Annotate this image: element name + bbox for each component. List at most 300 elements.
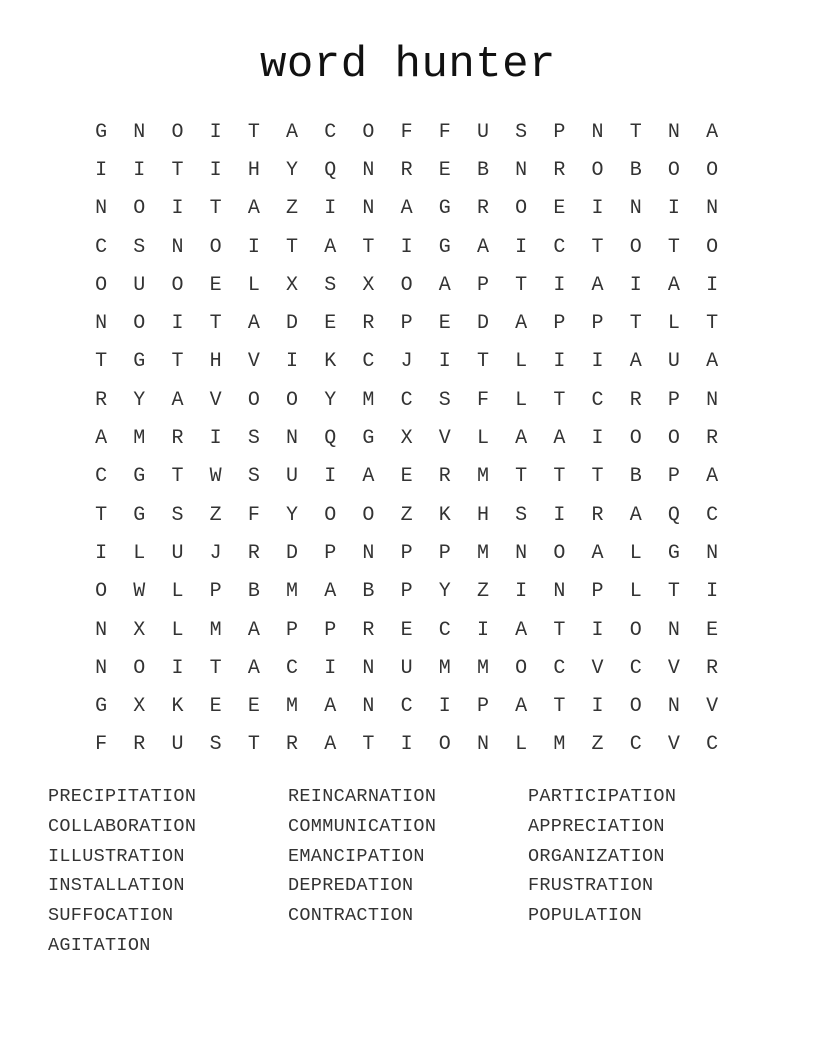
grid-letter[interactable]: I	[324, 656, 337, 680]
grid-letter[interactable]: N	[706, 197, 719, 221]
grid-letter[interactable]: T	[629, 120, 642, 144]
grid-letter[interactable]: C	[95, 465, 108, 489]
grid-letter[interactable]: I	[553, 350, 566, 374]
grid-letter[interactable]: S	[133, 235, 146, 259]
grid-letter[interactable]: M	[209, 618, 222, 642]
grid-letter[interactable]: I	[706, 580, 719, 604]
grid-letter[interactable]: A	[247, 312, 260, 336]
grid-letter[interactable]: A	[553, 427, 566, 451]
grid-letter[interactable]: N	[95, 618, 108, 642]
grid-letter[interactable]: A	[706, 350, 719, 374]
grid-letter[interactable]: I	[400, 235, 413, 259]
grid-letter[interactable]: P	[476, 273, 489, 297]
grid-letter[interactable]: I	[209, 427, 222, 451]
grid-letter[interactable]: L	[629, 541, 642, 565]
grid-letter[interactable]: T	[629, 312, 642, 336]
word-list-item: COMMUNICATION	[288, 815, 437, 837]
grid-letter[interactable]: U	[171, 733, 184, 757]
grid-letter[interactable]: C	[706, 733, 719, 757]
grid-letter[interactable]: L	[629, 580, 642, 604]
grid-letter[interactable]: P	[324, 618, 337, 642]
grid-letter[interactable]: U	[400, 656, 413, 680]
grid-letter[interactable]: M	[438, 656, 451, 680]
grid-letter[interactable]: N	[95, 197, 108, 221]
grid-letter[interactable]: W	[209, 465, 222, 489]
grid-letter[interactable]: H	[247, 158, 260, 182]
grid-letter[interactable]: R	[133, 733, 146, 757]
grid-letter[interactable]: A	[438, 273, 451, 297]
grid-letter[interactable]: O	[286, 388, 299, 412]
grid-letter[interactable]: R	[706, 427, 719, 451]
grid-letter[interactable]: X	[400, 427, 413, 451]
grid-letter[interactable]: O	[629, 235, 642, 259]
grid-letter[interactable]: A	[324, 235, 337, 259]
grid-letter[interactable]: A	[706, 465, 719, 489]
grid-letter[interactable]: T	[247, 120, 260, 144]
grid-letter[interactable]: K	[171, 695, 184, 719]
grid-letter[interactable]: S	[247, 427, 260, 451]
grid-letter[interactable]: I	[95, 158, 108, 182]
grid-letter[interactable]: N	[133, 120, 146, 144]
grid-letter[interactable]: O	[247, 388, 260, 412]
grid-letter[interactable]: X	[286, 273, 299, 297]
grid-letter[interactable]: O	[95, 273, 108, 297]
grid-letter[interactable]: C	[400, 388, 413, 412]
grid-letter[interactable]: R	[629, 388, 642, 412]
grid-letter[interactable]: I	[706, 273, 719, 297]
grid-letter[interactable]: Y	[438, 580, 451, 604]
grid-letter[interactable]: I	[286, 350, 299, 374]
grid-letter[interactable]: S	[515, 503, 528, 527]
grid-letter[interactable]: B	[629, 465, 642, 489]
grid-letter[interactable]: N	[362, 158, 375, 182]
grid-letter[interactable]: D	[286, 541, 299, 565]
grid-letter[interactable]: N	[667, 695, 680, 719]
grid-letter[interactable]: P	[400, 312, 413, 336]
grid-letter[interactable]: R	[171, 427, 184, 451]
grid-letter[interactable]: A	[515, 427, 528, 451]
grid-letter[interactable]: V	[247, 350, 260, 374]
grid-letter[interactable]: G	[95, 120, 108, 144]
grid-letter[interactable]: I	[324, 197, 337, 221]
grid-letter[interactable]: N	[95, 312, 108, 336]
grid-letter[interactable]: Y	[133, 388, 146, 412]
grid-letter[interactable]: L	[515, 350, 528, 374]
grid-letter[interactable]: R	[438, 465, 451, 489]
grid-letter[interactable]: I	[591, 350, 604, 374]
grid-letter[interactable]: C	[706, 503, 719, 527]
grid-letter[interactable]: Y	[286, 503, 299, 527]
grid-letter[interactable]: O	[362, 503, 375, 527]
grid-letter[interactable]: P	[324, 541, 337, 565]
grid-letter[interactable]: P	[667, 465, 680, 489]
grid-letter[interactable]: L	[667, 312, 680, 336]
grid-letter[interactable]: T	[247, 733, 260, 757]
grid-letter[interactable]: S	[209, 733, 222, 757]
grid-letter[interactable]: G	[438, 197, 451, 221]
grid-letter[interactable]: N	[706, 541, 719, 565]
grid-letter[interactable]: C	[553, 235, 566, 259]
grid-letter[interactable]: T	[209, 656, 222, 680]
grid-letter[interactable]: E	[247, 695, 260, 719]
grid-letter[interactable]: E	[324, 312, 337, 336]
grid-letter[interactable]: T	[171, 158, 184, 182]
grid-letter[interactable]: V	[209, 388, 222, 412]
grid-letter[interactable]: N	[629, 197, 642, 221]
grid-letter[interactable]: C	[438, 618, 451, 642]
grid-letter[interactable]: I	[515, 235, 528, 259]
grid-letter[interactable]: S	[171, 503, 184, 527]
grid-letter[interactable]: O	[95, 580, 108, 604]
grid-letter[interactable]: W	[133, 580, 146, 604]
grid-letter[interactable]: I	[438, 350, 451, 374]
grid-letter[interactable]: L	[247, 273, 260, 297]
grid-letter[interactable]: E	[209, 695, 222, 719]
grid-letter[interactable]: A	[324, 580, 337, 604]
grid-letter[interactable]: H	[209, 350, 222, 374]
grid-letter[interactable]: L	[171, 618, 184, 642]
grid-letter[interactable]: V	[667, 656, 680, 680]
grid-letter[interactable]: N	[362, 197, 375, 221]
grid-letter[interactable]: M	[286, 695, 299, 719]
grid-letter[interactable]: S	[247, 465, 260, 489]
grid-letter[interactable]: C	[629, 733, 642, 757]
grid-letter[interactable]: A	[515, 695, 528, 719]
grid-letter[interactable]: I	[667, 197, 680, 221]
grid-letter[interactable]: R	[400, 158, 413, 182]
grid-letter[interactable]: O	[362, 120, 375, 144]
word-list-item: POPULATION	[528, 905, 643, 927]
grid-letter[interactable]: T	[667, 580, 680, 604]
grid-letter[interactable]: T	[95, 350, 108, 374]
grid-letter[interactable]: I	[553, 273, 566, 297]
grid-letter[interactable]: Q	[667, 503, 680, 527]
grid-letter[interactable]: O	[324, 503, 337, 527]
grid-letter[interactable]: T	[171, 350, 184, 374]
grid-letter[interactable]: I	[400, 733, 413, 757]
grid-letter[interactable]: X	[362, 273, 375, 297]
grid-letter[interactable]: E	[400, 618, 413, 642]
grid-letter[interactable]: V	[706, 695, 719, 719]
grid-letter[interactable]: O	[209, 235, 222, 259]
word-list-item: EMANCIPATION	[288, 845, 425, 867]
grid-letter[interactable]: N	[553, 580, 566, 604]
grid-letter[interactable]: T	[286, 235, 299, 259]
grid-letter[interactable]: U	[133, 273, 146, 297]
grid-letter[interactable]: R	[95, 388, 108, 412]
grid-letter[interactable]: P	[667, 388, 680, 412]
grid-letter[interactable]: Z	[286, 197, 299, 221]
grid-letter[interactable]: L	[515, 733, 528, 757]
grid-letter[interactable]: I	[171, 197, 184, 221]
word-list-item: AGITATION	[48, 934, 151, 956]
grid-letter[interactable]: I	[591, 618, 604, 642]
grid-letter[interactable]: I	[476, 618, 489, 642]
grid-letter[interactable]: A	[247, 197, 260, 221]
grid-letter[interactable]: V	[667, 733, 680, 757]
grid-letter[interactable]: T	[362, 235, 375, 259]
grid-letter[interactable]: M	[286, 580, 299, 604]
word-list-item: REINCARNATION	[288, 786, 437, 807]
grid-letter[interactable]: P	[553, 120, 566, 144]
grid-letter[interactable]: R	[286, 733, 299, 757]
word-list	[48, 782, 768, 961]
grid-letter[interactable]: T	[209, 197, 222, 221]
grid-letter[interactable]: T	[362, 733, 375, 757]
grid-letter[interactable]: M	[476, 541, 489, 565]
grid-letter[interactable]: M	[476, 465, 489, 489]
grid-letter[interactable]: A	[95, 427, 108, 451]
grid-letter[interactable]: T	[515, 465, 528, 489]
grid-letter[interactable]: A	[667, 273, 680, 297]
grid-letter[interactable]: T	[515, 273, 528, 297]
grid-letter[interactable]: U	[667, 350, 680, 374]
grid-letter[interactable]: Q	[324, 427, 337, 451]
grid-letter[interactable]: E	[553, 197, 566, 221]
grid-letter[interactable]: O	[515, 656, 528, 680]
grid-letter[interactable]: G	[362, 427, 375, 451]
grid-letter[interactable]: Z	[209, 503, 222, 527]
grid-letter[interactable]: N	[706, 388, 719, 412]
grid-letter[interactable]: O	[133, 312, 146, 336]
grid-letter[interactable]: T	[476, 350, 489, 374]
grid-letter[interactable]: A	[591, 541, 604, 565]
grid-letter[interactable]: I	[171, 656, 184, 680]
grid-letter[interactable]: C	[362, 350, 375, 374]
grid-letter[interactable]: N	[286, 427, 299, 451]
grid-letter[interactable]: I	[133, 158, 146, 182]
grid-letter[interactable]: I	[553, 503, 566, 527]
grid-letter[interactable]: F	[400, 120, 413, 144]
grid-letter[interactable]: F	[476, 388, 489, 412]
grid-letter[interactable]: H	[476, 503, 489, 527]
grid-letter[interactable]: T	[553, 695, 566, 719]
grid-letter[interactable]: T	[95, 503, 108, 527]
grid-letter[interactable]: T	[553, 388, 566, 412]
grid-letter[interactable]: A	[515, 312, 528, 336]
grid-letter[interactable]: O	[591, 158, 604, 182]
grid-letter[interactable]: F	[247, 503, 260, 527]
grid-letter[interactable]: G	[133, 503, 146, 527]
grid-letter[interactable]: I	[171, 312, 184, 336]
grid-letter[interactable]: I	[591, 197, 604, 221]
grid-letter[interactable]: I	[324, 465, 337, 489]
grid-letter[interactable]: I	[247, 235, 260, 259]
grid-letter[interactable]: C	[629, 656, 642, 680]
grid-letter[interactable]: O	[133, 656, 146, 680]
grid-letter[interactable]: G	[667, 541, 680, 565]
grid-letter[interactable]: O	[515, 197, 528, 221]
grid-letter[interactable]: A	[324, 695, 337, 719]
grid-letter[interactable]: A	[476, 235, 489, 259]
grid-letter[interactable]: R	[476, 197, 489, 221]
grid-letter[interactable]: P	[438, 541, 451, 565]
grid-letter[interactable]: A	[706, 120, 719, 144]
grid-letter[interactable]: O	[400, 273, 413, 297]
grid-letter[interactable]: C	[591, 388, 604, 412]
grid-letter[interactable]: O	[667, 158, 680, 182]
grid-letter[interactable]: A	[247, 656, 260, 680]
grid-letter[interactable]: O	[438, 733, 451, 757]
grid-letter[interactable]: A	[324, 733, 337, 757]
grid-letter[interactable]: B	[476, 158, 489, 182]
grid-letter[interactable]: U	[286, 465, 299, 489]
grid-letter[interactable]: R	[591, 503, 604, 527]
grid-letter[interactable]: N	[362, 695, 375, 719]
grid-letter[interactable]: A	[629, 503, 642, 527]
grid-letter[interactable]: P	[553, 312, 566, 336]
grid-letter[interactable]: I	[209, 120, 222, 144]
grid-letter[interactable]: A	[247, 618, 260, 642]
grid-letter[interactable]: I	[438, 695, 451, 719]
grid-letter[interactable]: T	[667, 235, 680, 259]
grid-letter[interactable]: P	[476, 695, 489, 719]
grid-letter[interactable]: C	[286, 656, 299, 680]
grid-letter[interactable]: F	[95, 733, 108, 757]
grid-letter[interactable]: A	[400, 197, 413, 221]
grid-letter[interactable]: R	[362, 312, 375, 336]
grid-letter[interactable]: T	[706, 312, 719, 336]
grid-letter[interactable]: G	[438, 235, 451, 259]
grid-letter[interactable]: N	[95, 656, 108, 680]
grid-letter[interactable]: B	[629, 158, 642, 182]
grid-letter[interactable]: N	[667, 618, 680, 642]
grid-letter[interactable]: E	[438, 158, 451, 182]
grid-letter[interactable]: P	[286, 618, 299, 642]
grid-letter[interactable]: U	[171, 541, 184, 565]
word-list-item: APPRECIATION	[528, 815, 665, 837]
grid-letter[interactable]: P	[591, 580, 604, 604]
grid-letter[interactable]: O	[706, 235, 719, 259]
grid-letter[interactable]: V	[438, 427, 451, 451]
grid-letter[interactable]: I	[515, 580, 528, 604]
grid-letter[interactable]: N	[515, 158, 528, 182]
grid-letter[interactable]: O	[553, 541, 566, 565]
grid-letter[interactable]: T	[171, 465, 184, 489]
grid-letter[interactable]: C	[400, 695, 413, 719]
grid-letter[interactable]: N	[171, 235, 184, 259]
grid-letter[interactable]: P	[209, 580, 222, 604]
grid-letter[interactable]: M	[476, 656, 489, 680]
grid-letter[interactable]: V	[591, 656, 604, 680]
grid-letter[interactable]: L	[476, 427, 489, 451]
grid-letter[interactable]: C	[324, 120, 337, 144]
grid-letter[interactable]: P	[591, 312, 604, 336]
grid-letter[interactable]: B	[247, 580, 260, 604]
grid-letter[interactable]: L	[171, 580, 184, 604]
grid-letter[interactable]: O	[629, 618, 642, 642]
grid-letter[interactable]: Z	[400, 503, 413, 527]
grid-letter[interactable]: N	[667, 120, 680, 144]
grid-letter[interactable]: D	[286, 312, 299, 336]
grid-letter[interactable]: T	[591, 235, 604, 259]
word-search-grid	[82, 113, 734, 764]
grid-letter[interactable]: A	[362, 465, 375, 489]
grid-letter[interactable]: K	[324, 350, 337, 374]
grid-letter[interactable]: A	[171, 388, 184, 412]
grid-letter[interactable]: D	[476, 312, 489, 336]
grid-letter[interactable]: A	[591, 273, 604, 297]
grid-letter[interactable]: T	[553, 465, 566, 489]
grid-letter[interactable]: P	[400, 541, 413, 565]
grid-letter[interactable]: M	[362, 388, 375, 412]
grid-letter[interactable]: O	[171, 120, 184, 144]
grid-letter[interactable]: R	[362, 618, 375, 642]
grid-letter[interactable]: M	[133, 427, 146, 451]
grid-letter[interactable]: X	[133, 695, 146, 719]
grid-letter[interactable]: N	[476, 733, 489, 757]
grid-letter[interactable]: J	[209, 541, 222, 565]
grid-letter[interactable]: N	[515, 541, 528, 565]
grid-letter[interactable]: S	[324, 273, 337, 297]
word-list-item: INSTALLATION	[48, 875, 185, 897]
grid-letter[interactable]: I	[629, 273, 642, 297]
grid-letter[interactable]: G	[133, 465, 146, 489]
grid-letter[interactable]: A	[515, 618, 528, 642]
grid-letter[interactable]: Y	[324, 388, 337, 412]
grid-letter[interactable]: I	[591, 695, 604, 719]
grid-letter[interactable]: Z	[591, 733, 604, 757]
grid-letter[interactable]: I	[95, 541, 108, 565]
grid-letter[interactable]: N	[362, 656, 375, 680]
grid-letter[interactable]: R	[706, 656, 719, 680]
grid-letter[interactable]: R	[553, 158, 566, 182]
grid-letter[interactable]: O	[667, 427, 680, 451]
word-list-item: DEPREDATION	[288, 875, 414, 897]
grid-letter[interactable]: T	[553, 618, 566, 642]
grid-letter[interactable]: Z	[476, 580, 489, 604]
grid-letter[interactable]: G	[95, 695, 108, 719]
grid-letter[interactable]: U	[476, 120, 489, 144]
grid-letter[interactable]: O	[629, 695, 642, 719]
grid-letter[interactable]: N	[362, 541, 375, 565]
grid-letter[interactable]: J	[400, 350, 413, 374]
grid-letter[interactable]: P	[400, 580, 413, 604]
grid-letter[interactable]: S	[438, 388, 451, 412]
grid-letter[interactable]: L	[515, 388, 528, 412]
grid-letter[interactable]: T	[591, 465, 604, 489]
grid-letter[interactable]: E	[209, 273, 222, 297]
grid-letter[interactable]: O	[171, 273, 184, 297]
grid-letter[interactable]: I	[591, 427, 604, 451]
grid-letter[interactable]: M	[553, 733, 566, 757]
grid-letter[interactable]: A	[629, 350, 642, 374]
page-title: word hunter	[260, 40, 556, 90]
grid-letter[interactable]: A	[286, 120, 299, 144]
grid-letter[interactable]: E	[706, 618, 719, 642]
grid-letter[interactable]: Y	[286, 158, 299, 182]
grid-letter[interactable]: G	[133, 350, 146, 374]
grid-letter[interactable]: E	[400, 465, 413, 489]
grid-letter[interactable]: X	[133, 618, 146, 642]
grid-letter[interactable]: E	[438, 312, 451, 336]
grid-letter[interactable]: C	[95, 235, 108, 259]
grid-letter[interactable]: C	[553, 656, 566, 680]
grid-letter[interactable]: I	[209, 158, 222, 182]
grid-letter[interactable]: B	[362, 580, 375, 604]
grid-letter[interactable]: O	[706, 158, 719, 182]
grid-letter[interactable]: N	[591, 120, 604, 144]
grid-letter[interactable]: O	[133, 197, 146, 221]
grid-letter[interactable]: O	[629, 427, 642, 451]
grid-letter[interactable]: F	[438, 120, 451, 144]
grid-letter[interactable]: T	[209, 312, 222, 336]
grid-letter[interactable]: Q	[324, 158, 337, 182]
grid-letter[interactable]: L	[133, 541, 146, 565]
grid-letter[interactable]: R	[247, 541, 260, 565]
grid-letter[interactable]: S	[515, 120, 528, 144]
grid-letter[interactable]: K	[438, 503, 451, 527]
